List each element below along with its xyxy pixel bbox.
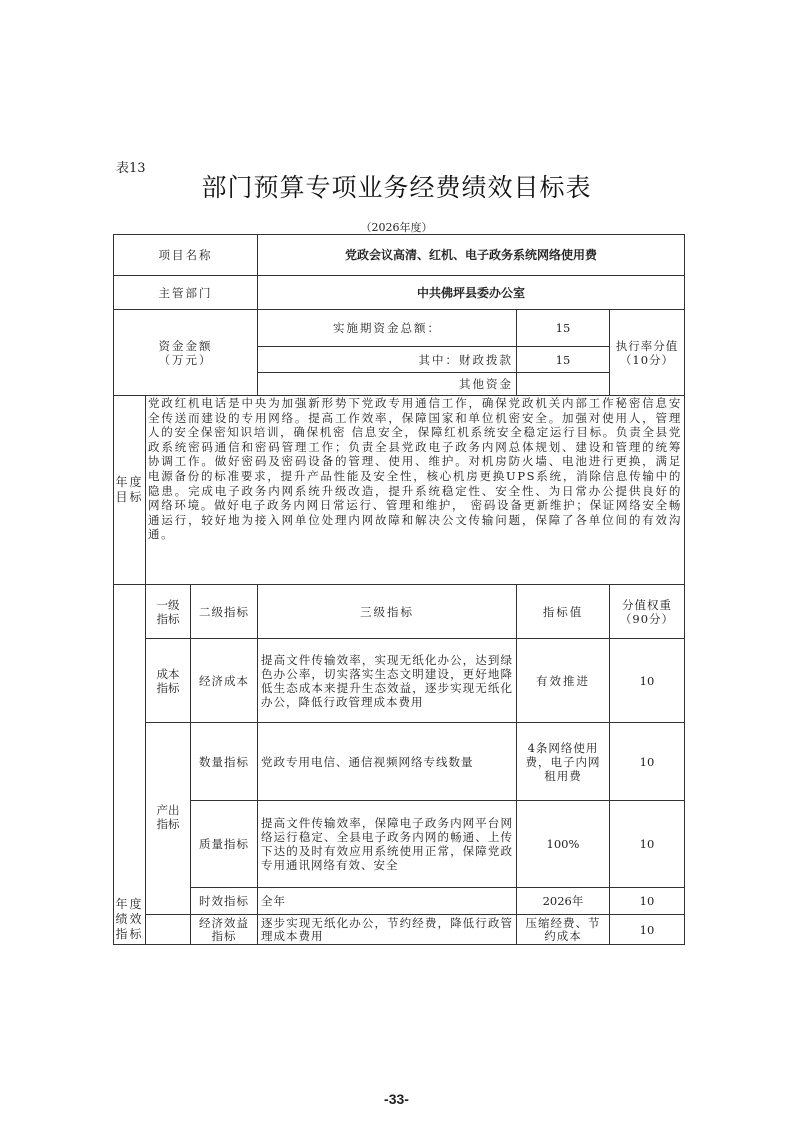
funds-fiscal-label: 其中：财政拨款	[257, 346, 517, 373]
header-level1: 一级 指标	[145, 584, 191, 639]
funds-total-value: 15	[516, 309, 610, 347]
indicators-section-label: 年度 绩效 指标	[113, 584, 146, 945]
project-name-value: 党政会议高清、红机、电子政务系统网络使用费	[257, 234, 685, 276]
indicator-level3: 逐步实现无纸化办公，节约经费，降低行政管理成本费用	[257, 914, 517, 945]
header-level3: 三级指标	[257, 584, 517, 639]
indicator-value: 2026年	[516, 887, 610, 915]
project-name-label: 项目名称	[113, 234, 258, 276]
indicator-weight: 10	[609, 800, 685, 888]
funds-label: 资金金额 （万元）	[113, 309, 258, 396]
page-number: -33-	[384, 1091, 409, 1107]
indicator-value: 100%	[516, 800, 610, 888]
header-weight: 分值权重 （90分）	[609, 584, 685, 639]
indicator-level1: 产出 指标	[145, 722, 191, 915]
department-value: 中共佛坪县委办公室	[257, 275, 685, 310]
fiscal-year: （2026年度）	[360, 221, 433, 234]
funds-total-label: 实施期资金总额：	[257, 309, 517, 347]
indicator-value: 4条网络使用费，电子内网租用费	[516, 722, 610, 801]
indicator-value: 有效推进	[516, 638, 610, 723]
indicator-level2: 经济成本	[190, 638, 258, 723]
indicator-level2: 数量指标	[190, 722, 258, 801]
indicator-weight: 10	[609, 722, 685, 801]
indicator-level3: 党政专用电信、通信视频网络专线数量	[257, 722, 517, 801]
indicator-weight: 10	[609, 638, 685, 723]
header-level2: 二级指标	[190, 584, 258, 639]
execution-rate-label: 执行率分值 （10分）	[609, 309, 685, 396]
indicator-weight: 10	[609, 887, 685, 915]
indicator-level2: 时效指标	[190, 887, 258, 915]
page-title: 部门预算专项业务经费绩效目标表	[201, 173, 592, 202]
funds-other-label: 其他资金	[257, 372, 517, 396]
indicator-level2: 质量指标	[190, 800, 258, 888]
department-label: 主管部门	[113, 275, 258, 310]
annual-goal-label: 年度 目标	[113, 395, 146, 585]
indicator-level3: 提高文件传输效率，实现无纸化办公，达到绿色办公率，切实落实生态文明建设，更好地降低生态成本来提升生态效益，逐步实现无纸化办公，降低行政管理成本费用	[257, 638, 517, 723]
indicator-level3: 提高文件传输效率，保障电子政务内网平台网络运行稳定、全县电子政务内网的畅通、上传下达的及时有效应用系统使用正常，保障党政专用通讯网络有效、安全	[257, 800, 517, 888]
indicator-level1: 成本 指标	[145, 638, 191, 723]
funds-fiscal-value: 15	[516, 346, 610, 373]
annual-goal-text: 党政红机电话是中央为加强新形势下党政专用通信工作，确保党政机关内部工作秘密信息安全传送而建设的专用网络。提高工作效率，保障国家和单位机密安全。加强对使用人，管理人的安全保密知识培训，确保机密 信息安全，保障红机系统安全稳定运行目标。负责全县党政系统密码通信和密码管理工作；负责全县党政电子政务内网总体规划、建设和管理的统筹协调工作。做好密码及密码设备的管理、使用、维护。对机房防火墙、电池进行更换，满足电源备份的标准要求，提升产品性能及安全性，核心机房更换UPS系统，消除信息传输中的隐患。完成电子政务内网系统升级改造，提升系统稳定性、安全性、为日常办公提供良好的网络环境。做好电子政务内网日常运行、管理和维护， 密码设备更新维护；保证网络安全畅通运行，较好地为接入网单位处理内网故障和解决公文传输问题，保障了各单位间的有效沟通。	[145, 395, 685, 585]
indicator-value: 压缩经费、节约成本	[516, 914, 610, 945]
header-value: 指标值	[516, 584, 610, 639]
indicator-level2: 经济效益 指标	[190, 914, 258, 945]
indicator-weight: 10	[609, 914, 685, 945]
indicator-level3: 全年	[257, 887, 517, 915]
indicator-level1-empty	[145, 914, 191, 945]
table-number: 表13	[116, 161, 146, 176]
funds-other-value	[516, 372, 610, 396]
